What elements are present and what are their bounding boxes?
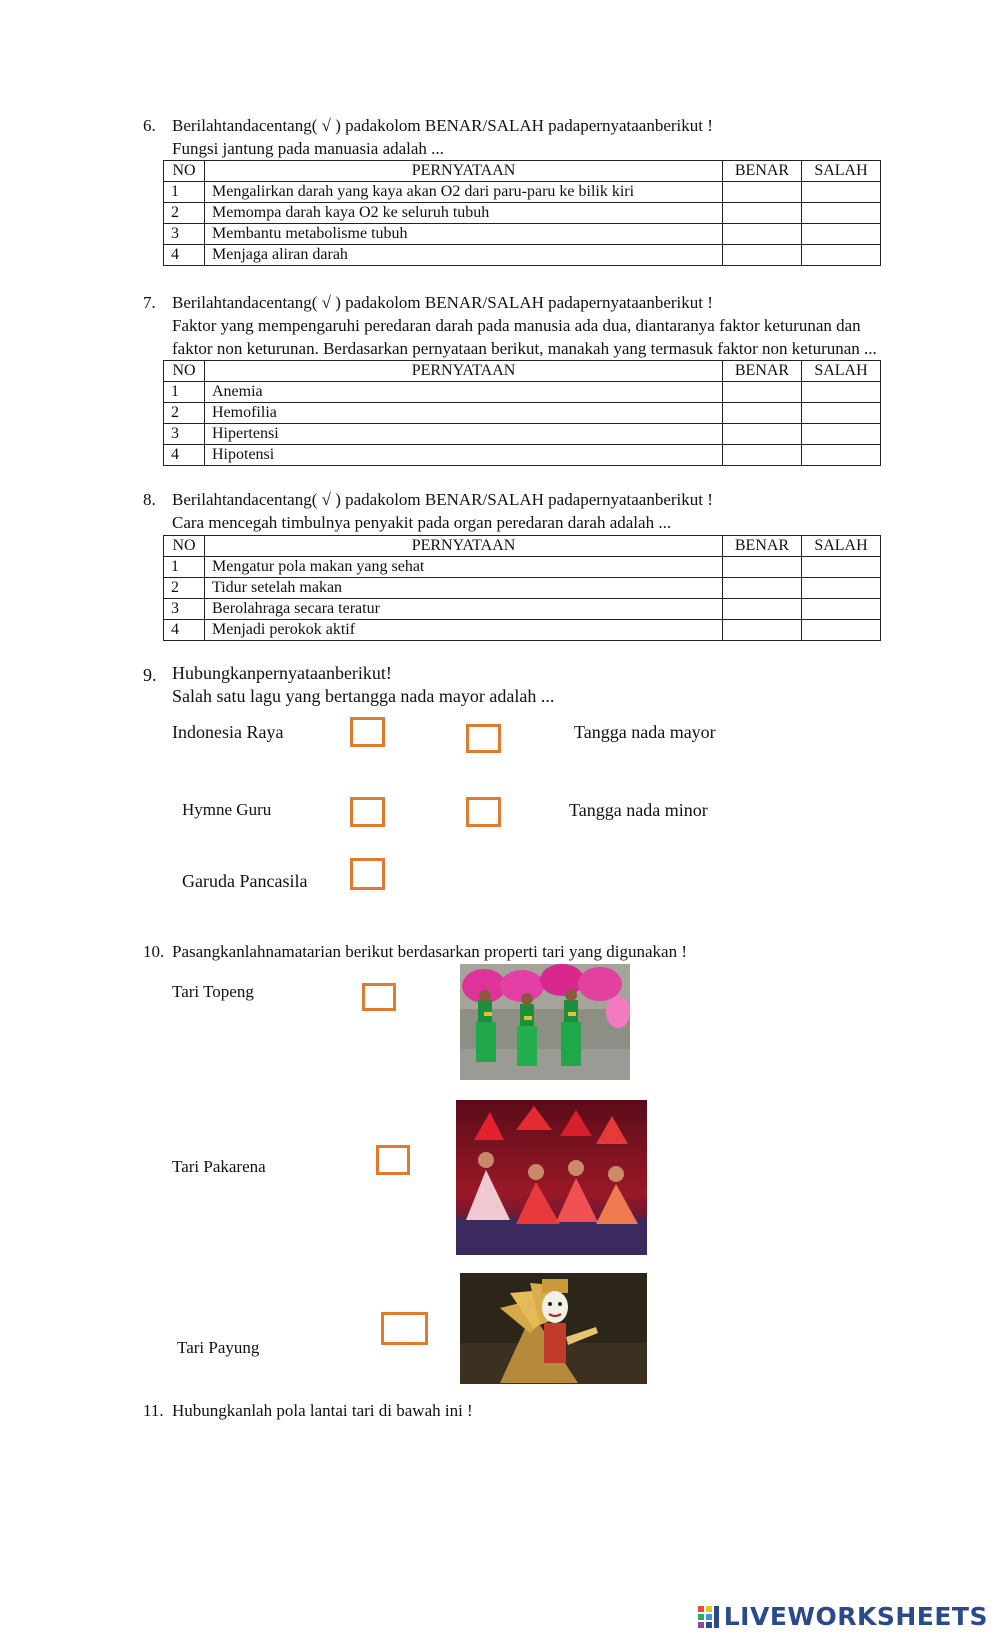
table-row bbox=[164, 445, 881, 466]
q6-table bbox=[163, 160, 881, 266]
row-no: 2 bbox=[164, 203, 205, 224]
false-cell[interactable] bbox=[802, 382, 881, 403]
q7-prompt-line2: faktor non keturunan. Berdasarkan pernyataan berikut, manakah yang termasuk faktor non keturunan ... bbox=[172, 339, 877, 358]
q9-left-item-3: Garuda Pancasila bbox=[182, 871, 308, 891]
q7-instruction: Berilahtandacentang( √ ) padakolom BENAR/SALAH padapernyataanberikut ! bbox=[172, 293, 713, 312]
q11-instruction: Hubungkanlah pola lantai tari di bawah ini ! bbox=[172, 1401, 473, 1420]
q6-prompt: Fungsi jantung pada manuasia adalah ... bbox=[172, 139, 444, 158]
header-false: SALAH bbox=[802, 161, 881, 182]
q9-left-box-1[interactable] bbox=[350, 717, 385, 747]
false-cell[interactable] bbox=[802, 182, 881, 203]
q6-number: 6. bbox=[143, 116, 156, 135]
row-no: 1 bbox=[164, 382, 205, 403]
false-cell[interactable] bbox=[802, 578, 881, 599]
true-cell[interactable] bbox=[723, 224, 802, 245]
q10-box-3[interactable] bbox=[381, 1312, 428, 1345]
logo-text: LIVEWORKSHEETS bbox=[723, 1602, 988, 1631]
header-true: BENAR bbox=[723, 361, 802, 382]
q9-right-item-1: Tangga nada mayor bbox=[574, 722, 716, 742]
row-statement: Mengatur pola makan yang sehat bbox=[205, 557, 723, 578]
q8-instruction: Berilahtandacentang( √ ) padakolom BENAR/SALAH padapernyataanberikut ! bbox=[172, 490, 713, 509]
true-cell[interactable] bbox=[723, 424, 802, 445]
q8-prompt: Cara mencegah timbulnya penyakit pada organ peredaran darah adalah ... bbox=[172, 513, 672, 532]
row-no: 1 bbox=[164, 182, 205, 203]
header-no: NO bbox=[164, 161, 205, 182]
photo-mask-dance[interactable] bbox=[460, 1273, 647, 1384]
row-statement: Hipertensi bbox=[205, 424, 723, 445]
q10-left-item-1: Tari Topeng bbox=[172, 982, 254, 1001]
false-cell[interactable] bbox=[802, 445, 881, 466]
q7-prompt-line1: Faktor yang mempengaruhi peredaran darah pada manusia ada dua, diantaranya faktor keturunan dan bbox=[172, 316, 861, 335]
photo-umbrella-dance[interactable] bbox=[460, 964, 630, 1080]
true-cell[interactable] bbox=[723, 382, 802, 403]
q9-right-box-2[interactable] bbox=[466, 797, 501, 827]
q8-number: 8. bbox=[143, 490, 156, 509]
row-no: 3 bbox=[164, 424, 205, 445]
row-no: 3 bbox=[164, 224, 205, 245]
row-statement: Membantu metabolisme tubuh bbox=[205, 224, 723, 245]
q9-prompt: Salah satu lagu yang bertangga nada mayor adalah ... bbox=[172, 686, 555, 706]
q8-table bbox=[163, 535, 881, 641]
true-cell[interactable] bbox=[723, 403, 802, 424]
table-row bbox=[164, 245, 881, 266]
table-row bbox=[164, 578, 881, 599]
q10-number: 10. bbox=[143, 942, 165, 961]
row-no: 4 bbox=[164, 620, 205, 641]
q10-left-item-3: Tari Payung bbox=[177, 1338, 260, 1357]
q9-left-item-1: Indonesia Raya bbox=[172, 722, 284, 742]
row-no: 1 bbox=[164, 557, 205, 578]
true-cell[interactable] bbox=[723, 620, 802, 641]
header-false: SALAH bbox=[802, 361, 881, 382]
row-statement: Tidur setelah makan bbox=[205, 578, 723, 599]
false-cell[interactable] bbox=[802, 424, 881, 445]
row-statement: Mengalirkan darah yang kaya akan O2 dari paru-paru ke bilik kiri bbox=[205, 182, 723, 203]
false-cell[interactable] bbox=[802, 224, 881, 245]
header-statement: PERNYATAAN bbox=[205, 161, 723, 182]
header-statement: PERNYATAAN bbox=[205, 536, 723, 557]
row-no: 4 bbox=[164, 245, 205, 266]
q9-instruction: Hubungkanpernyataanberikut! bbox=[172, 663, 392, 683]
true-cell[interactable] bbox=[723, 245, 802, 266]
q11-number: 11. bbox=[143, 1401, 164, 1420]
table-row bbox=[164, 599, 881, 620]
true-cell[interactable] bbox=[723, 599, 802, 620]
true-cell[interactable] bbox=[723, 578, 802, 599]
table-row bbox=[164, 403, 881, 424]
row-statement: Hipotensi bbox=[205, 445, 723, 466]
q10-box-2[interactable] bbox=[376, 1145, 410, 1175]
table-row bbox=[164, 382, 881, 403]
false-cell[interactable] bbox=[802, 620, 881, 641]
row-statement: Menjadi perokok aktif bbox=[205, 620, 723, 641]
header-statement: PERNYATAAN bbox=[205, 361, 723, 382]
table-row bbox=[164, 424, 881, 445]
row-statement: Memompa darah kaya O2 ke seluruh tubuh bbox=[205, 203, 723, 224]
true-cell[interactable] bbox=[723, 557, 802, 578]
header-no: NO bbox=[164, 361, 205, 382]
row-no: 4 bbox=[164, 445, 205, 466]
row-statement: Anemia bbox=[205, 382, 723, 403]
header-false: SALAH bbox=[802, 536, 881, 557]
q10-instruction: Pasangkanlahnamatarian berikut berdasarkan properti tari yang digunakan ! bbox=[172, 942, 687, 961]
row-no: 2 bbox=[164, 578, 205, 599]
true-cell[interactable] bbox=[723, 203, 802, 224]
false-cell[interactable] bbox=[802, 599, 881, 620]
q7-table bbox=[163, 360, 881, 466]
true-cell[interactable] bbox=[723, 182, 802, 203]
liveworksheets-logo bbox=[698, 1602, 988, 1631]
header-no: NO bbox=[164, 536, 205, 557]
header-true: BENAR bbox=[723, 536, 802, 557]
false-cell[interactable] bbox=[802, 557, 881, 578]
true-cell[interactable] bbox=[723, 445, 802, 466]
table-row bbox=[164, 557, 881, 578]
false-cell[interactable] bbox=[802, 245, 881, 266]
q7-number: 7. bbox=[143, 293, 156, 312]
false-cell[interactable] bbox=[802, 203, 881, 224]
q9-right-box-1[interactable] bbox=[466, 724, 501, 753]
q9-left-box-3[interactable] bbox=[350, 858, 385, 890]
row-no: 3 bbox=[164, 599, 205, 620]
row-no: 2 bbox=[164, 403, 205, 424]
header-true: BENAR bbox=[723, 161, 802, 182]
q9-right-item-2: Tangga nada minor bbox=[569, 800, 708, 820]
photo-fan-dance[interactable] bbox=[456, 1100, 647, 1255]
q9-left-item-2: Hymne Guru bbox=[182, 800, 272, 819]
q10-left-item-2: Tari Pakarena bbox=[172, 1157, 266, 1176]
row-statement: Berolahraga secara teratur bbox=[205, 599, 723, 620]
table-row bbox=[164, 182, 881, 203]
logo-icon bbox=[698, 1604, 720, 1630]
q10-box-1[interactable] bbox=[362, 983, 396, 1011]
q9-left-box-2[interactable] bbox=[350, 797, 385, 827]
false-cell[interactable] bbox=[802, 403, 881, 424]
table-row bbox=[164, 224, 881, 245]
row-statement: Menjaga aliran darah bbox=[205, 245, 723, 266]
q9-number: 9. bbox=[143, 665, 157, 685]
table-row bbox=[164, 620, 881, 641]
table-row bbox=[164, 203, 881, 224]
q6-instruction: Berilahtandacentang( √ ) padakolom BENAR/SALAH padapernyataanberikut ! bbox=[172, 116, 713, 135]
row-statement: Hemofilia bbox=[205, 403, 723, 424]
